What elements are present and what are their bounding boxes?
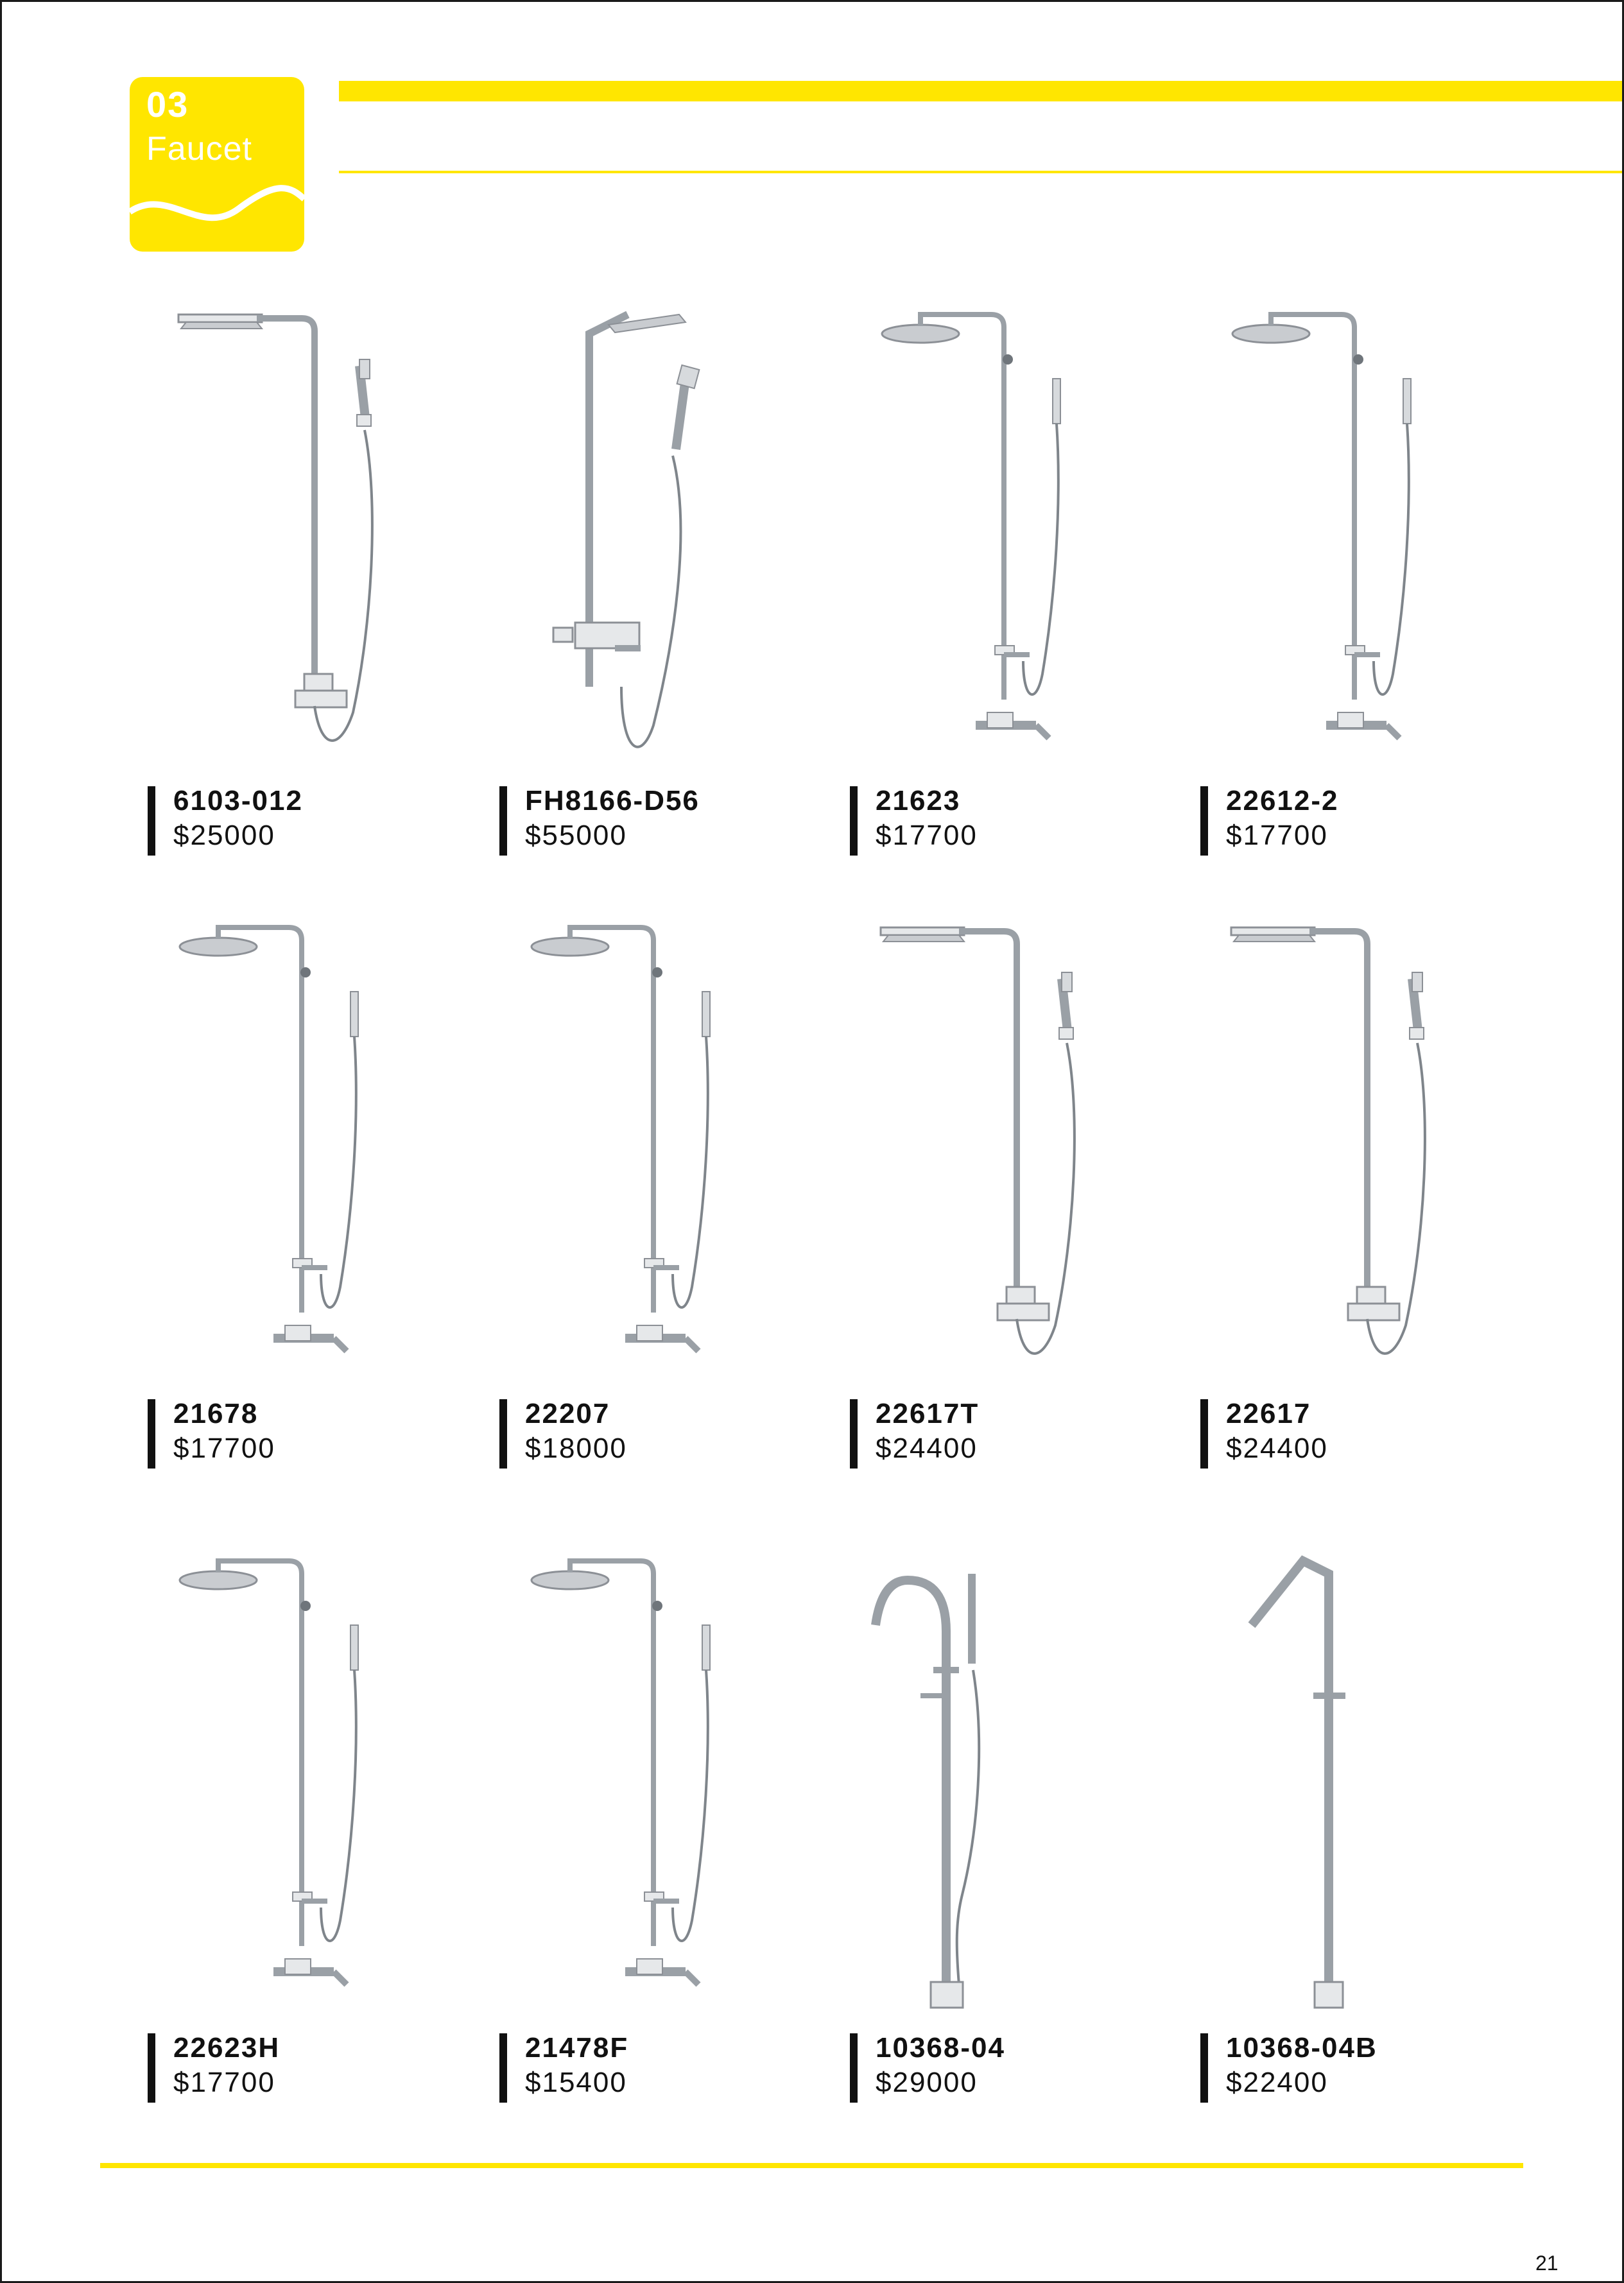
product-price: $17700 [173,2067,275,2098]
freestanding-tub-faucet-with-handshower-icon [850,1535,1209,2023]
product-image [499,1535,859,2023]
product-model: 22617 [1226,1398,1311,1429]
caption-bar [850,786,858,856]
product-image [148,902,507,1390]
product-image [850,1535,1209,2023]
product-price: $29000 [876,2067,978,2098]
product-price: $17700 [876,820,978,851]
round-rain-shower-column-icon [499,1535,859,2023]
product-price: $15400 [525,2067,627,2098]
product-price: $17700 [1226,820,1328,851]
product-caption [499,2033,846,2103]
product-image [850,902,1209,1390]
product-model: 22623H [173,2032,281,2063]
round-rain-shower-column-icon [850,289,1209,777]
product-caption [1200,2033,1547,2103]
product-model: 6103-012 [173,785,303,816]
caption-bar [850,2033,858,2103]
product-caption [850,2033,1196,2103]
product-caption [850,786,1196,856]
section-title: Faucet [146,130,252,168]
product-price: $24400 [876,1433,978,1464]
product-image [148,1535,507,2023]
round-rain-shower-column-icon [148,1535,507,2023]
round-rain-shower-column-icon [1200,289,1560,777]
product-price: $24400 [1226,1433,1328,1464]
caption-bar [499,786,507,856]
product-model: 10368-04 [876,2032,1005,2063]
header-rule-thick [339,81,1622,101]
section-badge [130,77,304,252]
product-caption [499,786,846,856]
square-rain-shower-column-with-spout-icon [499,289,859,777]
product-caption [148,2033,494,2103]
product-image [1200,902,1560,1390]
product-model: 21478F [525,2032,629,2063]
page-number: 21 [1535,2252,1559,2275]
product-caption [1200,1399,1547,1469]
product-model: 22612-2 [1226,785,1339,816]
product-image [148,289,507,777]
product-caption [850,1399,1196,1469]
caption-bar [148,2033,155,2103]
caption-bar [850,1399,858,1469]
square-rain-shower-column-icon [850,902,1209,1390]
caption-bar [499,2033,507,2103]
product-price: $25000 [173,820,275,851]
square-rain-shower-column-icon [148,289,507,777]
product-image [1200,1535,1560,2023]
caption-bar [499,1399,507,1469]
product-caption [1200,786,1547,856]
square-rain-shower-column-icon [1200,902,1560,1390]
product-image [499,289,859,777]
product-price: $22400 [1226,2067,1328,2098]
freestanding-tub-faucet-icon [1200,1535,1560,2023]
product-price: $17700 [173,1433,275,1464]
product-price: $55000 [525,820,627,851]
section-number: 03 [146,84,189,125]
caption-bar [1200,1399,1208,1469]
footer-rule [100,2163,1523,2168]
product-model: 21678 [173,1398,259,1429]
product-model: FH8166-D56 [525,785,700,816]
product-model: 22207 [525,1398,610,1429]
product-caption [499,1399,846,1469]
caption-bar [148,1399,155,1469]
product-caption [148,1399,494,1469]
round-rain-shower-column-icon [148,902,507,1390]
product-image [499,902,859,1390]
product-model: 22617T [876,1398,980,1429]
product-image [850,289,1209,777]
header-rule-thin [339,171,1622,173]
product-caption [148,786,494,856]
caption-bar [1200,2033,1208,2103]
caption-bar [148,786,155,856]
product-model: 21623 [876,785,961,816]
product-image [1200,289,1560,777]
product-price: $18000 [525,1433,627,1464]
round-rain-shower-column-icon [499,902,859,1390]
product-model: 10368-04B [1226,2032,1378,2063]
caption-bar [1200,786,1208,856]
